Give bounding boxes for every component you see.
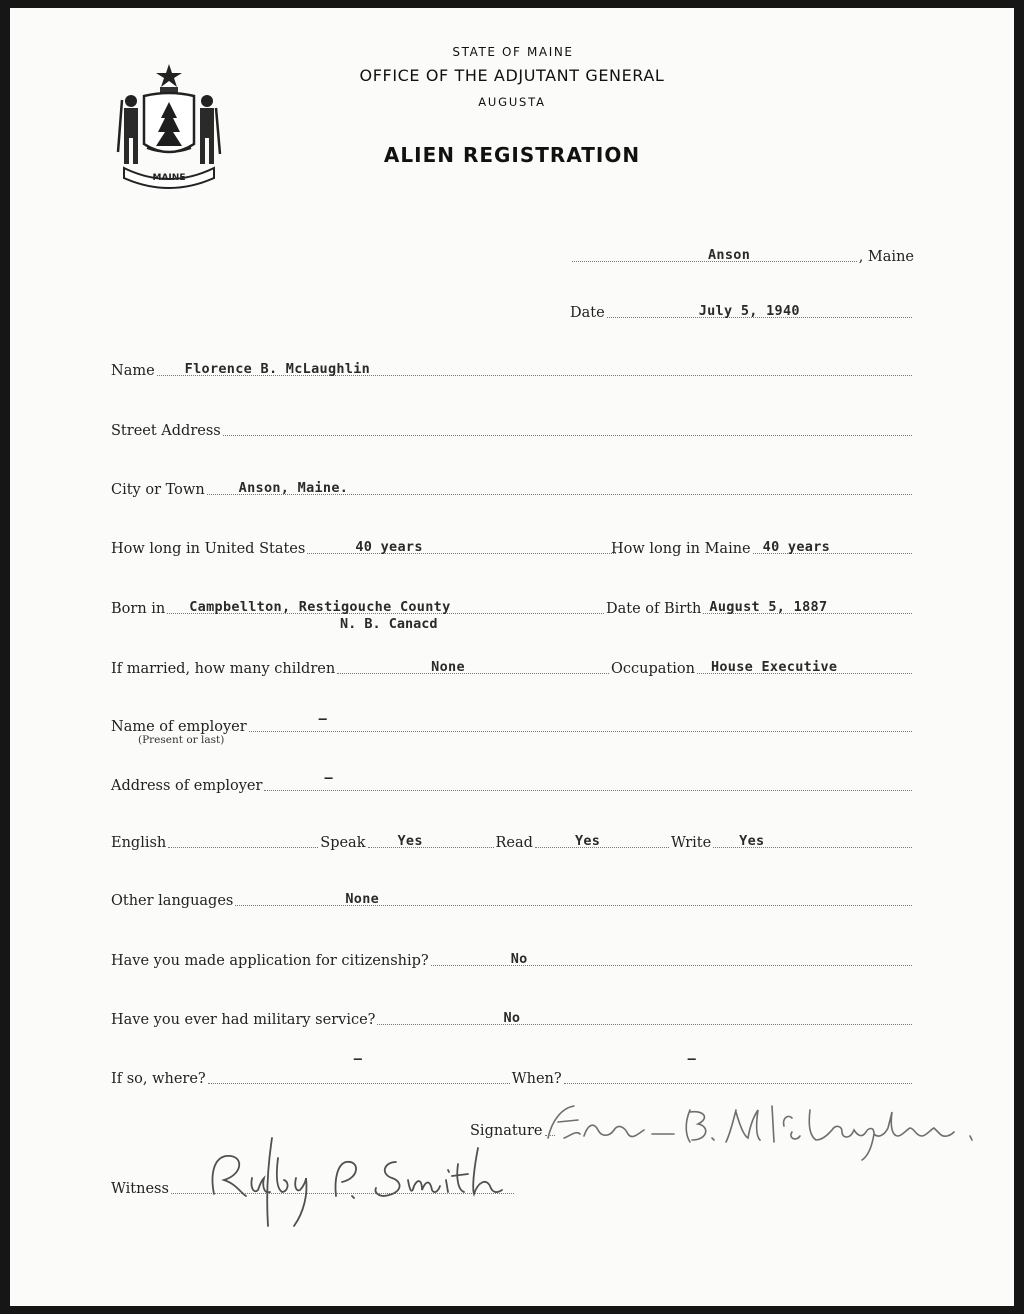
header-city: AUGUSTA (478, 95, 546, 109)
citizenship-field (111, 946, 914, 970)
military-label: Have you ever had military service? (111, 1012, 376, 1028)
read-label: Read (495, 835, 533, 851)
english-label: English (111, 835, 167, 851)
how-long-us-field (111, 534, 618, 558)
date-label: Date (570, 305, 605, 321)
signature-image (540, 1096, 1000, 1166)
english-field (111, 828, 914, 852)
how-long-us-value: 40 years (355, 539, 423, 555)
location-value: Anson (708, 247, 751, 263)
city-field (111, 475, 914, 499)
speak-label: Speak (320, 835, 366, 851)
city-label: City or Town (111, 482, 205, 498)
location-field (570, 242, 914, 266)
location-suffix: , Maine (858, 249, 914, 265)
occupation-field (611, 654, 914, 678)
speak-value: Yes (397, 833, 423, 849)
born-in-field (111, 594, 606, 618)
street-address-field (111, 416, 914, 440)
employer-address-field (111, 771, 914, 795)
read-value: Yes (574, 833, 601, 849)
date-of-birth-label: Date of Birth (606, 601, 702, 617)
born-in-label: Born in (111, 601, 166, 617)
where-value: — (353, 1051, 363, 1067)
name-value: Florence B. McLaughlin (184, 361, 371, 377)
date-value: July 5, 1940 (698, 303, 800, 319)
employer-name-label: Name of employer (111, 719, 247, 735)
name-label: Name (111, 363, 155, 379)
write-label: Write (670, 835, 712, 851)
write-value: Yes (739, 833, 765, 849)
header-office: OFFICE OF THE ADJUTANT GENERAL (359, 66, 665, 85)
other-languages-value: None (345, 891, 380, 907)
children-value: None (431, 659, 465, 675)
date-of-birth-value: August 5, 1887 (709, 599, 828, 615)
date-of-birth-field (606, 594, 914, 618)
when-label: When? (511, 1071, 562, 1087)
born-in-value-line2: N. B. Canacd (340, 616, 438, 632)
witness-signature-image (196, 1134, 516, 1234)
witness-label: Witness (111, 1181, 169, 1197)
citizenship-label: Have you made application for citizenship? (111, 953, 429, 969)
how-long-us-label: How long in United States (111, 541, 306, 557)
how-long-maine-value: 40 years (762, 539, 831, 555)
street-address-label: Street Address (111, 423, 221, 439)
where-label: If so, where? (111, 1071, 206, 1087)
children-label: If married, how many children (111, 661, 336, 677)
employer-name-sublabel: (Present or last) (138, 734, 225, 746)
form-title: ALIEN REGISTRATION (383, 143, 641, 167)
occupation-label: Occupation (611, 661, 695, 677)
when-value: — (687, 1051, 697, 1067)
city-value: Anson, Maine. (238, 480, 349, 496)
date-field (570, 298, 914, 322)
other-languages-field (111, 886, 914, 910)
other-languages-label: Other languages (111, 893, 234, 909)
military-field (111, 1005, 914, 1029)
where-when-field (111, 1051, 914, 1088)
born-in-value: Campbellton, Restigouche County (189, 599, 451, 615)
employer-address-label: Address of employer (111, 778, 263, 794)
employer-name-field (111, 712, 914, 736)
form-page (10, 8, 1014, 1306)
occupation-value: House Executive (710, 659, 838, 675)
signature-label: Signature (470, 1123, 543, 1139)
employer-name-value: — (318, 711, 328, 727)
how-long-maine-field (611, 534, 914, 558)
header-state: STATE OF MAINE (452, 45, 574, 59)
citizenship-value: No (510, 951, 528, 967)
employer-address-value: — (324, 770, 333, 786)
name-field (111, 356, 914, 380)
seal-text: MAINE (152, 173, 186, 183)
how-long-maine-label: How long in Maine (611, 541, 751, 557)
children-field (111, 654, 611, 678)
military-value: No (503, 1010, 521, 1026)
